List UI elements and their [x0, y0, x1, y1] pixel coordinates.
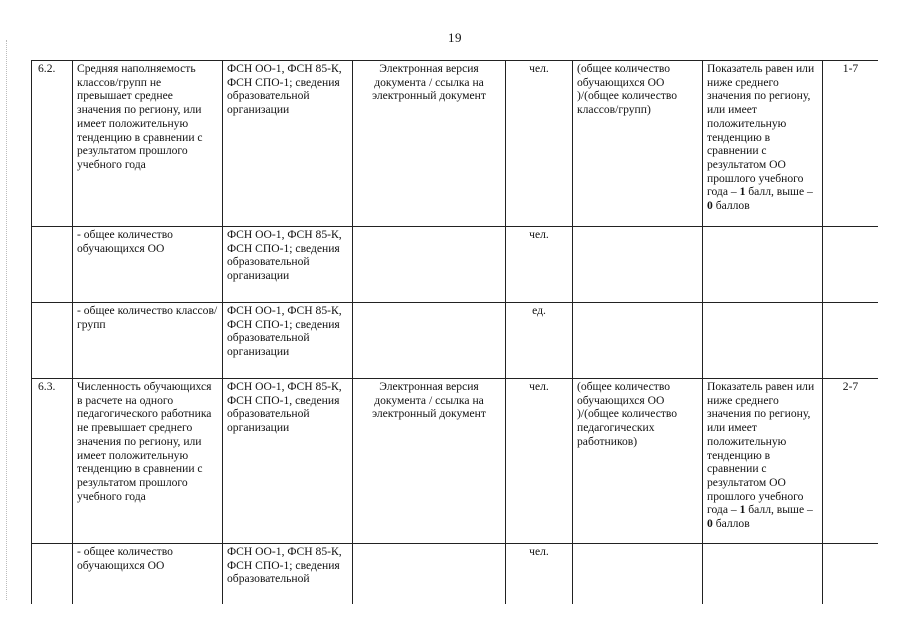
document-form: [353, 544, 506, 605]
points: 1-7: [823, 61, 879, 227]
indicators-table: [31, 60, 878, 604]
criteria: [703, 303, 823, 379]
indicator-name: - общее количество обучающихся ОО: [73, 227, 223, 303]
formula: [573, 227, 703, 303]
table-row: [32, 544, 879, 605]
data-source: ФСН ОО-1, ФСН 85-К, ФСН СПО-1, сведения образовательной организации: [223, 379, 353, 544]
document-form: Электронная версия документа / ссылка на электронный документ: [353, 379, 506, 544]
page-number: 19: [448, 30, 462, 45]
formula: [573, 544, 703, 605]
unit: чел.: [506, 544, 573, 605]
data-source: ФСН ОО-1, ФСН 85-К, ФСН СПО-1; сведения образовательной организации: [223, 303, 353, 379]
row-number: 6.3.: [32, 379, 73, 544]
table-row: [32, 379, 879, 544]
points: [823, 544, 879, 605]
table-row: [32, 227, 879, 303]
criteria: [703, 544, 823, 605]
points: 2-7: [823, 379, 879, 544]
formula: [573, 303, 703, 379]
indicator-name: Средняя наполняемость классов/групп не превышает среднее значения по региону, или имеет положительную тенденцию в сравнении с результатом прошлого учебного года: [73, 61, 223, 227]
table-row: [32, 303, 879, 379]
document-form: [353, 303, 506, 379]
unit: чел.: [506, 379, 573, 544]
indicator-name: Численность обучающихся в расчете на одного педагогического работника не превышает среднего значения по региону, или имеет положительную тенденцию в сравнении с результатом прошлого учебного года: [73, 379, 223, 544]
formula: (общее количество обучающихся ОО )/(общее количество классов/групп): [573, 61, 703, 227]
indicator-name: - общее количество обучающихся ОО: [73, 544, 223, 605]
criteria: Показатель равен или ниже среднего значения по региону, или имеет положительную тенденцию в сравнении с результатом ОО прошлого учебного года – 1 балл, выше – 0 баллов: [703, 61, 823, 227]
indicator-name: - общее количество классов/групп: [73, 303, 223, 379]
row-number: [32, 227, 73, 303]
points: [823, 227, 879, 303]
document-form: [353, 227, 506, 303]
table-row: [32, 61, 879, 227]
row-number: [32, 544, 73, 605]
unit: ед.: [506, 303, 573, 379]
unit: чел.: [506, 61, 573, 227]
points: [823, 303, 879, 379]
document-table-container: [31, 60, 878, 604]
row-number: [32, 303, 73, 379]
scan-margin-artifact: [6, 40, 9, 600]
criteria: Показатель равен или ниже среднего значения по региону, или имеет положительную тенденцию в сравнении с результатом ОО прошлого учебного года – 1 балл, выше – 0 баллов: [703, 379, 823, 544]
unit: чел.: [506, 227, 573, 303]
formula: (общее количество обучающихся ОО )/(общее количество педагогических работников): [573, 379, 703, 544]
data-source: ФСН ОО-1, ФСН 85-К, ФСН СПО-1; сведения образовательной: [223, 544, 353, 605]
row-number: 6.2.: [32, 61, 73, 227]
data-source: ФСН ОО-1, ФСН 85-К, ФСН СПО-1; сведения образовательной организации: [223, 227, 353, 303]
criteria: [703, 227, 823, 303]
data-source: ФСН ОО-1, ФСН 85-К, ФСН СПО-1; сведения образовательной организации: [223, 61, 353, 227]
document-form: Электронная версия документа / ссылка на электронный документ: [353, 61, 506, 227]
